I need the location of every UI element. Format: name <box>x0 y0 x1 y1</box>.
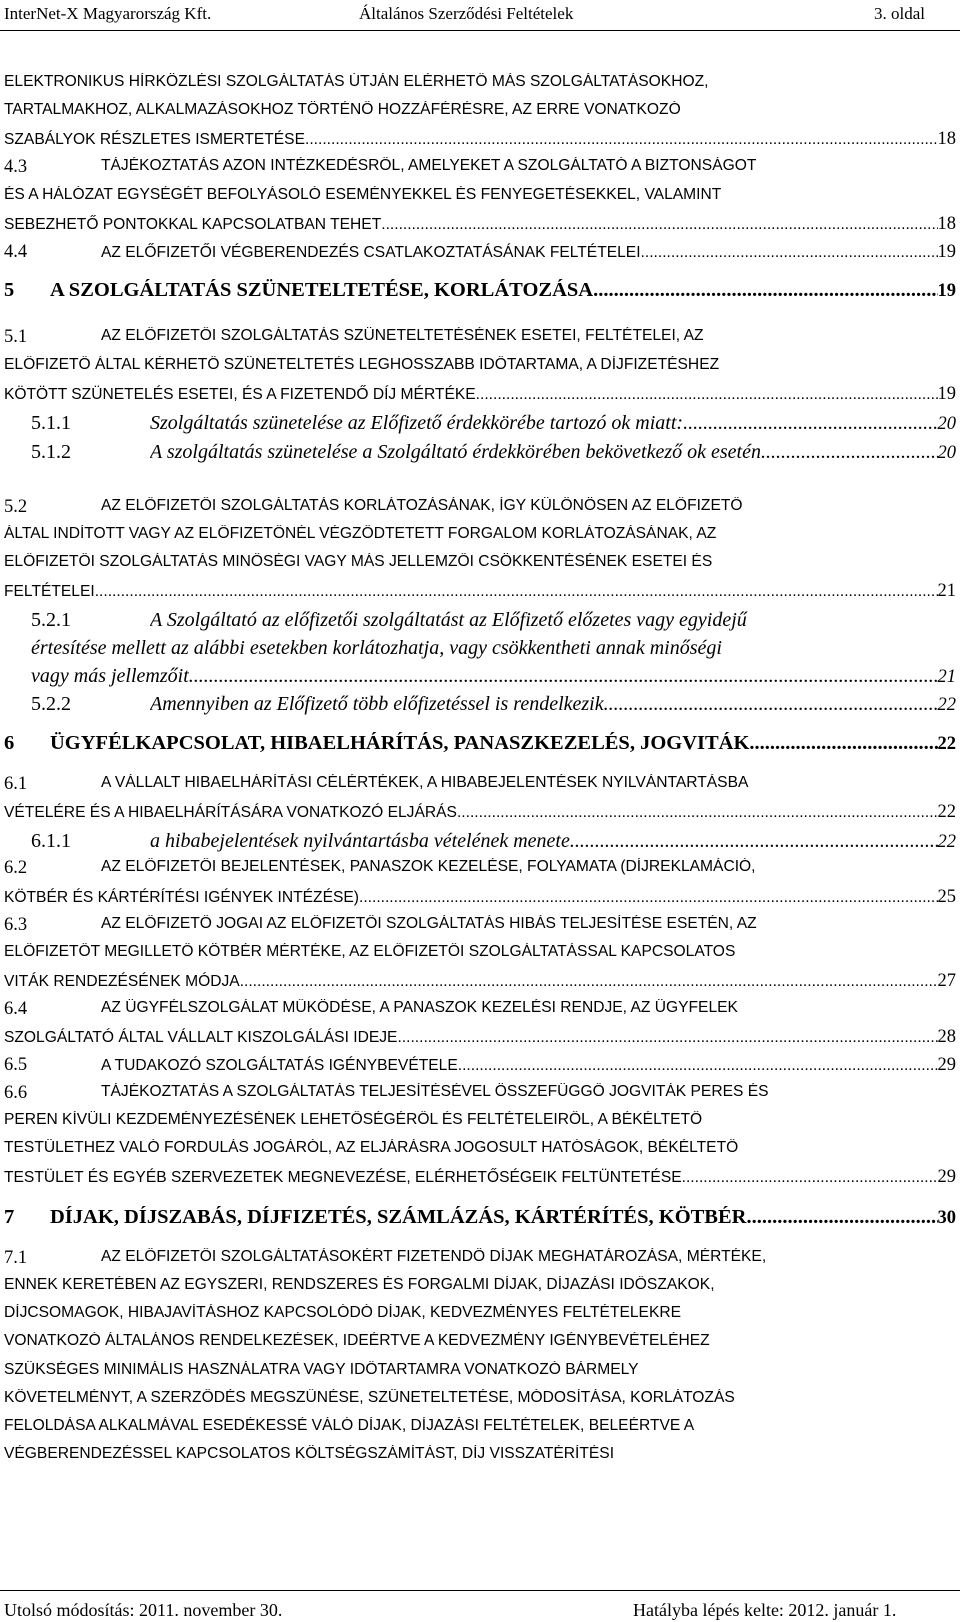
document-title: Általános Szerződési Feltételek <box>359 4 574 23</box>
toc-text: TESTÜLET ÉS EGYÉB SZERVEZETEK MEGNEVEZÉSE, ELÉRHETŐSÉGEIK FELTÜNTETÉSE <box>4 1169 682 1186</box>
toc-line <box>4 1167 956 1188</box>
section-number: 4.4 <box>4 242 28 262</box>
toc-text: ÜGYFÉLKAPCSOLAT, HIBAELHÁRÍTÁS, PANASZKEZELÉS, JOGVITÁK <box>50 732 750 754</box>
page-ref: 22 <box>937 734 956 754</box>
toc-line <box>4 129 956 150</box>
footer-rule <box>0 1590 960 1591</box>
toc-line <box>101 858 956 876</box>
toc-line <box>31 665 956 688</box>
toc-line <box>101 242 956 263</box>
page-ref: 18 <box>937 129 956 149</box>
toc-line <box>4 1304 956 1322</box>
section-number: 6.5 <box>4 1055 28 1075</box>
dot-leader <box>570 830 938 853</box>
toc-line <box>4 1417 956 1435</box>
page-footer <box>0 1590 960 1622</box>
dot-leader <box>397 1029 937 1047</box>
page-ref: 22 <box>937 802 956 822</box>
toc-line <box>4 1445 956 1463</box>
toc-text: ELEKTRONIKUS HÍRKÖZLÉSI SZOLGÁLTATÁS ÚTJÁN ELÉRHETŐ MÁS SZOLGÁLTATÁSOKHOZ, <box>4 73 709 90</box>
toc-text: A Szolgáltató az előfizetői szolgáltatást az Előfizető előzetes vagy egyidejű <box>150 609 747 631</box>
toc-text: A SZOLGÁLTATÁS SZÜNETELTETÉSE, KORLÁTOZÁSA <box>50 279 594 301</box>
toc-text: ÁLTAL INDÍTOTT VAGY AZ ELŐFIZETŐNÉL VÉGZŐDTETETT FORGALOM KORLÁTOZÁSÁNAK, AZ <box>4 525 717 542</box>
toc-text: vagy más jellemzőit <box>31 665 189 687</box>
toc-text: ELŐFIZETŐI SZOLGÁLTATÁS MINŐSÉGI VAGY MÁS JELLEMZŐI CSÖKKENTÉSÉNEK ESETEI ÉS <box>4 553 713 570</box>
toc-line <box>101 157 956 175</box>
section-number: 5 <box>4 279 15 301</box>
page-ref: 22 <box>937 832 956 852</box>
page-ref: 30 <box>937 1208 956 1228</box>
section-number: 6.2 <box>4 858 28 878</box>
dot-leader <box>604 693 938 716</box>
page-ref: 19 <box>937 242 956 262</box>
effective-date: Hatályba lépés kelte: 2012. január 1. <box>633 1600 897 1620</box>
toc-text: TESTÜLETHEZ VALÓ FORDULÁS JOGÁRÓL, AZ ELJÁRÁSRA JOGOSULT HATÓSÁGOK, BÉKÉLTETŐ <box>4 1139 739 1156</box>
page-ref: 21 <box>937 581 956 601</box>
section-number: 5.1 <box>4 327 28 347</box>
page-ref: 20 <box>937 443 956 463</box>
dot-leader <box>682 1169 938 1187</box>
section-number: 5.2 <box>4 497 28 517</box>
toc-line <box>4 1361 956 1379</box>
toc-text: AZ ÜGYFÉLSZOLGÁLAT MŰKÖDÉSE, A PANASZOK KEZELÉSI RENDJE, AZ ÜGYFELEK <box>101 999 738 1016</box>
dot-leader <box>305 131 938 149</box>
toc-text: értesítése mellett az alábbi esetekben korlátozhatja, vagy csökkentheti annak minőségi <box>31 637 722 659</box>
page-ref: 27 <box>937 971 956 991</box>
dot-leader <box>746 1206 937 1229</box>
toc-text: AZ ELŐFIZETŐI SZOLGÁLTATÁS SZÜNETELTETÉSÉNEK ESETEI, FELTÉTELEI, AZ <box>101 327 704 344</box>
page-ref: 22 <box>937 695 956 715</box>
section-number: 6.4 <box>4 999 28 1019</box>
toc-line <box>150 693 956 716</box>
company-name: InterNet-X Magyarország Kft. <box>4 4 212 23</box>
section-number: 6.6 <box>4 1083 28 1103</box>
dot-leader <box>766 441 938 464</box>
toc-text: SEBEZHETŐ PONTOKKAL KAPCSOLATBAN TEHET <box>4 216 382 233</box>
toc-line <box>101 327 956 345</box>
toc-text: A szolgáltatás szünetelése a Szolgáltató érdekkörében bekövetkező ok esetén. <box>150 441 766 463</box>
toc-text: Amennyiben az Előfizető több előfizetéssel is rendelkezik <box>150 693 604 715</box>
toc-line <box>4 1111 956 1129</box>
toc-text: ÉS A HÁLÓZAT EGYSÉGÉT BEFOLYÁSOLÓ ESEMÉNYEKKEL ÉS FENYEGETÉSEKKEL, VALAMINT <box>4 186 722 203</box>
page-ref: 28 <box>937 1027 956 1047</box>
toc-text: Szolgáltatás szünetelése az Előfizető érdekkörébe tartozó ok miatt: <box>150 412 684 434</box>
toc-line <box>50 1206 956 1229</box>
page-ref: 25 <box>937 887 956 907</box>
toc-line <box>4 101 956 119</box>
dot-leader <box>95 583 938 601</box>
section-number: 7 <box>4 1206 15 1228</box>
page-ref: 21 <box>937 667 956 687</box>
section-number: 5.2.2 <box>31 693 71 715</box>
dot-leader <box>476 386 938 404</box>
dot-leader <box>593 279 937 302</box>
toc-line <box>101 1055 956 1076</box>
dot-leader <box>381 216 937 234</box>
section-number: 4.3 <box>4 157 28 177</box>
toc-text: VÉGBERENDEZÉSSEL KAPCSOLATOS KÖLTSÉGSZÁMÍTÁST, DÍJ VISSZATÉRÍTÉSI <box>4 1445 615 1462</box>
toc-text: AZ ELŐFIZETŐI BEJELENTÉSEK, PANASZOK KEZELÉSE, FOLYAMATA (DÍJREKLAMÁCIÓ, <box>101 858 756 875</box>
toc-line <box>150 830 956 853</box>
toc-text: ELŐFIZETŐ ÁLTAL KÉRHETŐ SZÜNETELTETÉS LEGHOSSZABB IDŐTARTAMA, A DÍJFIZETÉSHEZ <box>4 356 720 373</box>
toc-line <box>150 441 956 464</box>
section-number: 6.1.1 <box>31 830 71 852</box>
toc-line <box>4 1027 956 1048</box>
section-number: 5.2.1 <box>31 609 71 631</box>
page-ref: 29 <box>937 1055 956 1075</box>
toc-line <box>150 412 956 435</box>
toc-text: ENNEK KERETÉBEN AZ EGYSZERI, RENDSZERES ÉS FORGALMI DÍJAK, DÍJAZÁSI IDŐSZAKOK, <box>4 1276 715 1293</box>
toc-text: DÍJAK, DÍJSZABÁS, DÍJFIZETÉS, SZÁMLÁZÁS, KÁRTÉRÍTÉS, KÖTBÉR <box>50 1206 747 1228</box>
toc-text: TÁJÉKOZTATÁS AZON INTÉZKEDÉSRŐL, AMELYEKET A SZOLGÁLTATÓ A BIZTONSÁGOT <box>101 157 757 174</box>
toc-text: FELOLDÁSA ALKALMÁVAL ESEDÉKESSÉ VÁLÓ DÍJAK, DÍJAZÁSI FELTÉTELEK, BELEÉRTVE A <box>4 1417 695 1434</box>
page-ref: 19 <box>937 281 956 301</box>
toc-text: KÖTÖTT SZÜNETELÉS ESETEI, ÉS A FIZETENDŐ DÍJ MÉRTÉKE <box>4 386 476 403</box>
section-number: 6.3 <box>4 915 28 935</box>
toc-text: VITÁK RENDEZÉSÉNEK MÓDJA <box>4 973 240 990</box>
toc-line <box>31 637 956 660</box>
toc-line <box>150 609 956 632</box>
page-ref: 18 <box>937 214 956 234</box>
toc-text: VONATKOZÓ ÁLTALÁNOS RENDELKEZÉSEK, IDEÉRTVE A KEDVEZMÉNY IGÉNYBEVÉTELÉHEZ <box>4 1332 710 1349</box>
toc-line <box>4 73 956 91</box>
toc-line <box>4 1332 956 1350</box>
page-ref: 19 <box>937 384 956 404</box>
header-rule <box>0 30 960 31</box>
toc-text: TARTALMAKHOZ, ALKALMAZÁSOKHOZ TÖRTÉNŐ HOZZÁFÉRÉSRE, AZ ERRE VONATKOZÓ <box>4 101 681 118</box>
dot-leader <box>749 732 937 755</box>
toc-text: A TUDAKOZÓ SZOLGÁLTATÁS IGÉNYBEVÉTELE <box>101 1057 458 1074</box>
page-ref: 20 <box>937 414 956 434</box>
toc-line <box>4 1276 956 1294</box>
toc-text: PEREN KÍVÜLI KEZDEMÉNYEZÉSÉNEK LEHETŐSÉGÉRŐL ÉS FELTÉTELEIRŐL, A BÉKÉLTETŐ <box>4 1111 703 1128</box>
toc-text: TÁJÉKOZTATÁS A SZOLGÁLTATÁS TELJESÍTÉSÉVEL ÖSSZEFÜGGŐ JOGVITÁK PERES ÉS <box>101 1083 769 1100</box>
section-number: 6 <box>4 732 15 754</box>
toc-text: AZ ELŐFIZETŐI SZOLGÁLTATÁS KORLÁTOZÁSÁNAK, ÍGY KÜLÖNÖSEN AZ ELŐFIZETŐ <box>101 497 743 514</box>
toc-line <box>101 774 956 792</box>
toc-text: SZÜKSÉGES MINIMÁLIS HASZNÁLATRA VAGY IDŐTARTAMRA VONATKOZÓ BÁRMELY <box>4 1361 639 1378</box>
toc-text: KÖVETELMÉNYT, A SZERZŐDÉS MEGSZŰNÉSE, SZÜNETELTETÉSE, MÓDOSÍTÁSA, KORLÁTOZÁS <box>4 1389 735 1406</box>
page-header <box>0 0 960 30</box>
toc-text: SZABÁLYOK RÉSZLETES ISMERTETÉSE <box>4 131 305 148</box>
toc-text: AZ ELŐFIZETŐI SZOLGÁLTATÁSOKÉRT FIZETENDŐ DÍJAK MEGHATÁROZÁSA, MÉRTÉKE, <box>101 1248 767 1265</box>
toc-line <box>4 1389 956 1407</box>
toc-text: AZ ELŐFIZETŐ JOGAI AZ ELŐFIZETŐI SZOLGÁLTATÁS HIBÁS TELJESÍTÉSE ESETÉN, AZ <box>101 915 757 932</box>
toc-text: SZOLGÁLTATÓ ÁLTAL VÁLLALT KISZOLGÁLÁSI IDEJE <box>4 1029 398 1046</box>
toc-line <box>4 887 956 908</box>
dot-leader <box>641 244 938 262</box>
dot-leader <box>189 665 938 688</box>
toc-line <box>4 525 956 543</box>
toc-text: A VÁLLALT HIBAELHÁRÍTÁSI CÉLÉRTÉKEK, A HIBABEJELENTÉSEK NYILVÁNTARTÁSBA <box>101 774 749 791</box>
toc-line <box>4 384 956 405</box>
section-number: 7.1 <box>4 1248 28 1268</box>
dot-leader <box>457 804 938 822</box>
dot-leader <box>240 973 938 991</box>
dot-leader <box>359 889 938 907</box>
toc-line <box>4 1139 956 1157</box>
toc-line <box>101 915 956 933</box>
last-modified: Utolsó módosítás: 2011. november 30. <box>4 1600 283 1620</box>
toc-line <box>101 497 956 515</box>
toc-text: ELŐFIZETŐT MEGILLETŐ KÖTBÉR MÉRTÉKE, AZ ELŐFIZETŐI SZOLGÁLTATÁSSAL KAPCSOLATOS <box>4 943 736 960</box>
page-ref: 29 <box>937 1167 956 1187</box>
toc-text: VÉTELÉRE ÉS A HIBAELHÁRÍTÁSÁRA VONATKOZÓ ELJÁRÁS <box>4 804 457 821</box>
section-number: 5.1.1 <box>31 412 71 434</box>
toc-text: DÍJCSOMAGOK, HIBAJAVÍTÁSHOZ KAPCSOLÓDÓ DÍJAK, KEDVEZMÉNYES FELTÉTELEKRE <box>4 1304 682 1321</box>
toc-line <box>101 999 956 1017</box>
toc-line <box>4 802 956 823</box>
toc-line <box>101 1083 956 1101</box>
toc-text: FELTÉTELEI <box>4 583 95 600</box>
toc-line <box>101 1248 956 1266</box>
toc-line <box>50 279 956 302</box>
toc-line <box>4 214 956 235</box>
section-number: 5.1.2 <box>31 441 71 463</box>
dot-leader <box>683 412 937 435</box>
toc-line <box>4 943 956 961</box>
dot-leader <box>458 1057 938 1075</box>
page-number: 3. oldal <box>874 4 925 23</box>
toc-line <box>4 581 956 602</box>
toc-line <box>4 971 956 992</box>
toc-line <box>4 553 956 571</box>
toc-line <box>4 186 956 204</box>
toc-line <box>4 356 956 374</box>
section-number: 6.1 <box>4 774 28 794</box>
toc-text: KÖTBÉR ÉS KÁRTÉRÍTÉSI IGÉNYEK INTÉZÉSE) <box>4 889 359 906</box>
toc-text: a hibabejelentések nyilvántartásba vételének menete <box>150 830 570 852</box>
toc-line <box>50 732 956 755</box>
toc-text: AZ ELŐFIZETŐI VÉGBERENDEZÉS CSATLAKOZTATÁSÁNAK FELTÉTELEI <box>101 244 641 261</box>
